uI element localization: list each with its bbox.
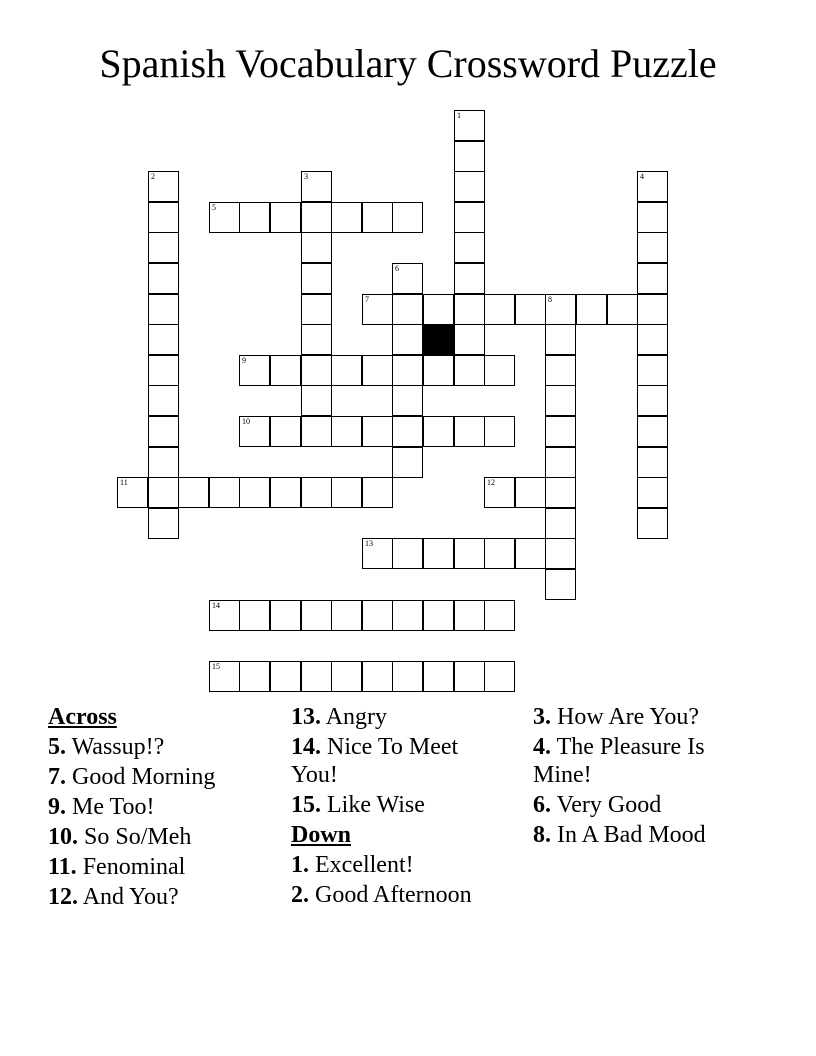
cell-number: 7	[365, 295, 369, 304]
grid-cell[interactable]	[454, 263, 485, 294]
grid-cell[interactable]	[148, 355, 179, 386]
grid-cell[interactable]	[392, 600, 423, 631]
grid-cell[interactable]	[301, 477, 332, 508]
across-heading: Across	[48, 704, 117, 730]
clue-down-1: 1. Excellent!	[291, 852, 414, 878]
grid-cell[interactable]	[301, 416, 332, 447]
grid-cell[interactable]	[423, 294, 454, 325]
grid-cell[interactable]	[239, 355, 270, 386]
clues-column-3	[533, 703, 738, 851]
grid-cell[interactable]	[331, 477, 362, 508]
grid-cell[interactable]	[454, 171, 485, 202]
cell-number: 10	[242, 417, 250, 426]
grid-cell[interactable]	[331, 355, 362, 386]
grid-cell[interactable]	[637, 508, 668, 539]
grid-cell[interactable]	[545, 447, 576, 478]
grid-cell[interactable]	[637, 477, 668, 508]
grid-cell[interactable]	[545, 416, 576, 447]
grid-cell[interactable]	[209, 202, 240, 233]
grid-cell[interactable]	[392, 324, 423, 355]
grid-cell[interactable]	[301, 232, 332, 263]
grid-cell[interactable]	[454, 355, 485, 386]
grid-cell[interactable]	[637, 263, 668, 294]
grid-cell[interactable]	[392, 385, 423, 416]
grid-cell[interactable]	[484, 600, 515, 631]
grid-cell[interactable]	[454, 538, 485, 569]
cell-number: 15	[212, 662, 220, 671]
clue-down-4: 4. The Pleasure Is Mine!	[533, 734, 705, 788]
clue-down-3: 3. How Are You?	[533, 704, 700, 730]
grid-cell[interactable]	[209, 661, 240, 692]
grid-cell[interactable]	[637, 324, 668, 355]
grid-cell[interactable]	[148, 232, 179, 263]
clue-down-8: 8. In A Bad Mood	[533, 822, 706, 848]
grid-cell[interactable]	[545, 294, 576, 325]
clue-across-5: 5. Wassup!?	[48, 734, 165, 760]
grid-cell[interactable]	[209, 477, 240, 508]
grid-cell[interactable]	[239, 661, 270, 692]
cell-number: 9	[242, 356, 246, 365]
page-title: Spanish Vocabulary Crossword Puzzle	[99, 41, 717, 86]
clues-column-2	[291, 703, 506, 911]
grid-cell[interactable]	[423, 600, 454, 631]
grid-cell[interactable]	[301, 324, 332, 355]
grid-cell[interactable]	[301, 294, 332, 325]
grid-cell[interactable]	[301, 355, 332, 386]
grid-cell[interactable]	[301, 600, 332, 631]
grid-cell[interactable]	[362, 202, 393, 233]
grid-cell[interactable]	[362, 661, 393, 692]
grid-cell[interactable]	[423, 355, 454, 386]
grid-cell[interactable]	[270, 355, 301, 386]
cell-number: 12	[487, 478, 495, 487]
grid-cell[interactable]	[148, 416, 179, 447]
grid-cell[interactable]	[454, 232, 485, 263]
grid-cell[interactable]	[637, 385, 668, 416]
grid-cell[interactable]	[515, 477, 546, 508]
clue-down-6: 6. Very Good	[533, 792, 662, 818]
cell-number: 3	[304, 172, 308, 181]
grid-cell[interactable]	[454, 600, 485, 631]
clue-across-9: 9. Me Too!	[48, 794, 155, 820]
grid-cell[interactable]	[301, 202, 332, 233]
clue-across-12: 12. And You?	[48, 884, 179, 910]
cell-number: 6	[395, 264, 399, 273]
grid-cell[interactable]	[545, 508, 576, 539]
cell-number: 2	[151, 172, 155, 181]
grid-cell[interactable]	[454, 294, 485, 325]
grid-cell[interactable]	[270, 600, 301, 631]
grid-cell[interactable]	[484, 538, 515, 569]
grid-cell[interactable]	[392, 416, 423, 447]
grid-cell[interactable]	[392, 202, 423, 233]
grid-cell[interactable]	[545, 385, 576, 416]
grid-cell[interactable]	[637, 171, 668, 202]
grid-cell[interactable]	[637, 232, 668, 263]
grid-cell[interactable]	[392, 447, 423, 478]
grid-cell[interactable]	[545, 355, 576, 386]
grid-cell[interactable]	[545, 569, 576, 600]
grid-cell[interactable]	[148, 202, 179, 233]
clue-down-2: 2. Good Afternoon	[291, 882, 472, 908]
grid-cell[interactable]	[392, 355, 423, 386]
grid-cell[interactable]	[270, 416, 301, 447]
grid-cell[interactable]	[454, 661, 485, 692]
grid-cell[interactable]	[362, 416, 393, 447]
grid-cell[interactable]	[362, 294, 393, 325]
grid-cell[interactable]	[362, 355, 393, 386]
grid-cell[interactable]	[484, 477, 515, 508]
grid-cell[interactable]	[637, 416, 668, 447]
grid-cell[interactable]	[148, 171, 179, 202]
grid-cell[interactable]	[576, 294, 607, 325]
grid-cell[interactable]	[239, 416, 270, 447]
grid-cell[interactable]	[392, 294, 423, 325]
grid-cell[interactable]	[331, 416, 362, 447]
grid-cell[interactable]	[454, 110, 485, 141]
grid-cell[interactable]	[331, 661, 362, 692]
clue-across-13: 13. Angry	[291, 704, 388, 730]
grid-cell[interactable]	[209, 600, 240, 631]
grid-cell[interactable]	[484, 661, 515, 692]
grid-cell[interactable]	[637, 447, 668, 478]
grid-cell[interactable]	[362, 600, 393, 631]
grid-cell[interactable]	[362, 538, 393, 569]
grid-cell[interactable]	[454, 324, 485, 355]
grid-cell[interactable]	[545, 538, 576, 569]
grid-cell[interactable]	[484, 416, 515, 447]
clue-across-11: 11. Fenominal	[48, 854, 186, 880]
clue-across-7: 7. Good Morning	[48, 764, 216, 790]
grid-cell[interactable]	[301, 661, 332, 692]
grid-cell[interactable]	[423, 416, 454, 447]
grid-cell[interactable]	[545, 477, 576, 508]
grid-cell[interactable]	[239, 202, 270, 233]
grid-cell[interactable]	[239, 600, 270, 631]
grid-cell[interactable]	[178, 477, 209, 508]
grid-cell[interactable]	[545, 324, 576, 355]
down-heading: Down	[291, 822, 352, 848]
clue-across-10: 10. So So/Meh	[48, 824, 192, 850]
grid-cell[interactable]	[423, 538, 454, 569]
grid-cell[interactable]	[331, 202, 362, 233]
grid-cell[interactable]	[117, 477, 148, 508]
grid-cell[interactable]	[515, 294, 546, 325]
grid-cell[interactable]	[637, 294, 668, 325]
cell-number: 5	[212, 203, 216, 212]
grid-cell[interactable]	[270, 202, 301, 233]
cell-number: 13	[365, 539, 373, 548]
grid-cell[interactable]	[392, 538, 423, 569]
grid-cell[interactable]	[607, 294, 638, 325]
grid-cell[interactable]	[148, 385, 179, 416]
grid-cell[interactable]	[331, 600, 362, 631]
grid-cell[interactable]	[392, 661, 423, 692]
grid-cell[interactable]	[484, 355, 515, 386]
grid-cell[interactable]	[148, 263, 179, 294]
grid-cell[interactable]	[239, 477, 270, 508]
cell-number: 8	[548, 295, 552, 304]
grid-cell[interactable]	[148, 447, 179, 478]
clues-column-1	[48, 703, 253, 913]
grid-cell[interactable]	[454, 202, 485, 233]
grid-cell[interactable]	[454, 141, 485, 172]
grid-cell[interactable]	[637, 355, 668, 386]
clue-across-14: 14. Nice To Meet You!	[291, 734, 459, 788]
grid-cell[interactable]	[637, 202, 668, 233]
grid-cell[interactable]	[484, 294, 515, 325]
cell-number: 11	[120, 478, 128, 487]
cell-number: 14	[212, 601, 220, 610]
grid-cell[interactable]	[362, 477, 393, 508]
cell-number: 1	[457, 111, 461, 120]
grid-block	[423, 324, 454, 355]
grid-cell[interactable]	[392, 263, 423, 294]
grid-cell[interactable]	[270, 661, 301, 692]
grid-cell[interactable]	[148, 508, 179, 539]
grid-cell[interactable]	[454, 416, 485, 447]
grid-cell[interactable]	[148, 324, 179, 355]
grid-cell[interactable]	[270, 477, 301, 508]
cell-number: 4	[640, 172, 644, 181]
grid-cell[interactable]	[148, 294, 179, 325]
grid-cell[interactable]	[148, 477, 179, 508]
grid-cell[interactable]	[515, 538, 546, 569]
grid-cell[interactable]	[301, 385, 332, 416]
clue-across-15: 15. Like Wise	[291, 792, 425, 818]
grid-cell[interactable]	[423, 661, 454, 692]
grid-cell[interactable]	[301, 263, 332, 294]
grid-cell[interactable]	[301, 171, 332, 202]
